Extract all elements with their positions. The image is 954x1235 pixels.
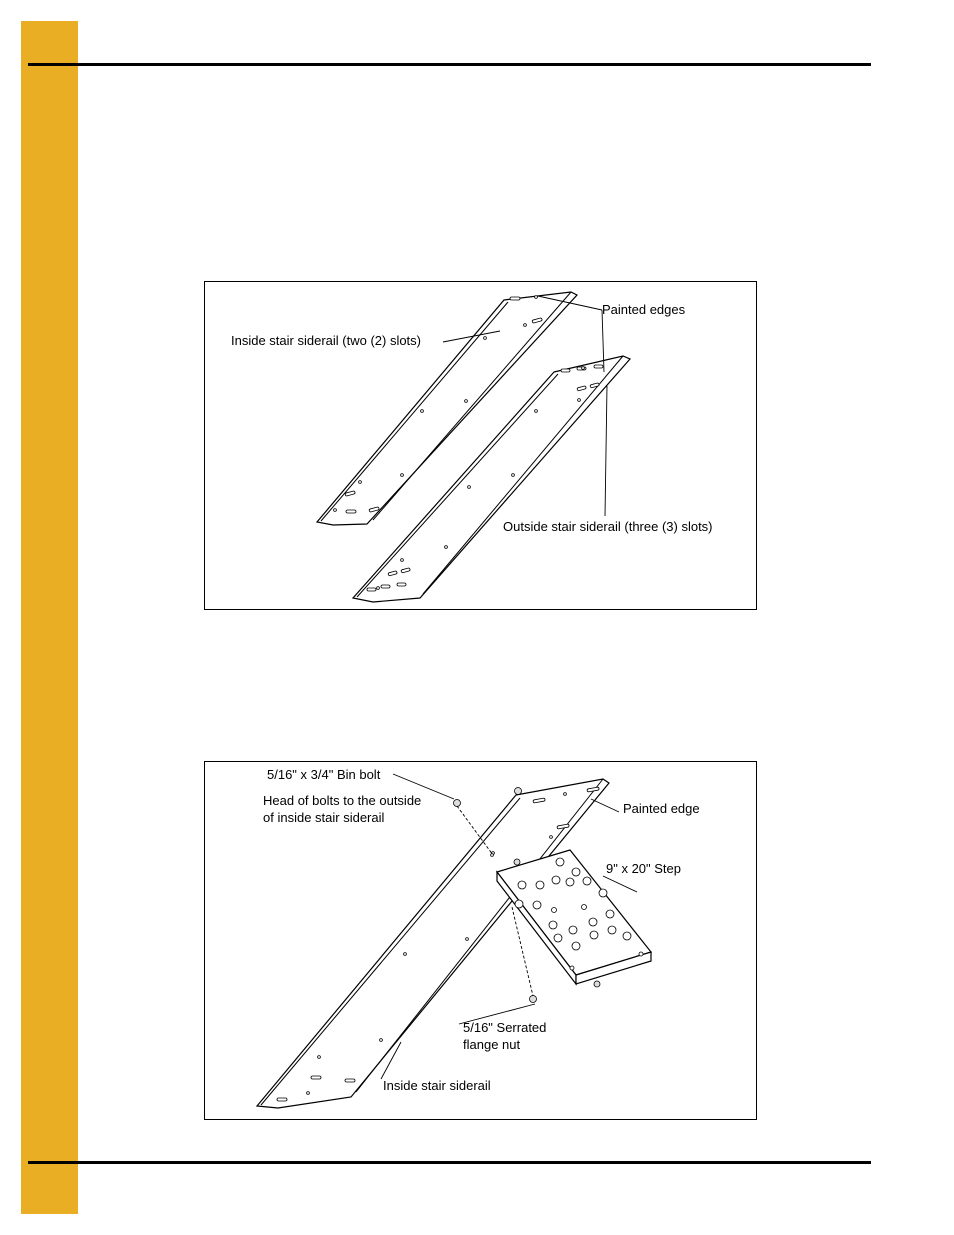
- label-painted-edges: Painted edges: [602, 302, 686, 317]
- figure-step-attachment: [204, 761, 757, 1120]
- label-step: 9" x 20" Step: [606, 861, 681, 876]
- label-painted-edge: Painted edge: [623, 801, 700, 816]
- label-inside-siderail: Inside stair siderail (two (2) slots): [231, 333, 421, 348]
- figure-siderails: [204, 281, 757, 610]
- footer-rule: [28, 1161, 871, 1164]
- side-tab: [21, 21, 78, 1214]
- header-rule: [28, 63, 871, 66]
- label-flange-nut: 5/16" Serrated flange nut: [463, 1020, 547, 1052]
- label-outside-siderail: Outside stair siderail (three (3) slots): [503, 519, 713, 534]
- label-bolt-heads: Head of bolts to the outside of inside stair siderail: [263, 793, 422, 825]
- label-inside-siderail-2: Inside stair siderail: [383, 1078, 491, 1093]
- label-bin-bolt: 5/16" x 3/4" Bin bolt: [267, 767, 381, 782]
